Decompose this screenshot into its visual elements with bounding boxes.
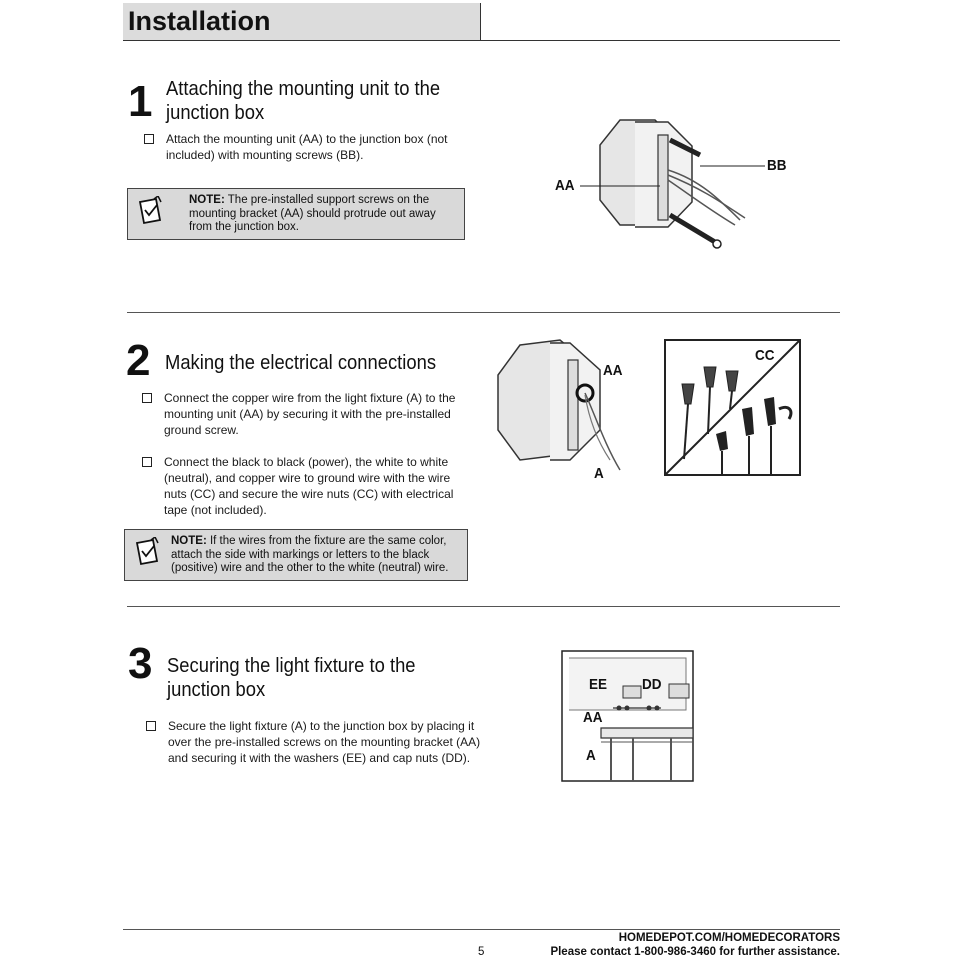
- bullet-text: Connect the copper wire from the light fixture (A) to the mounting unit (AA) by securing it with the pre-installed ground screw.: [164, 391, 456, 437]
- footer-rule: [123, 929, 840, 930]
- checkbox-icon[interactable]: [146, 721, 156, 731]
- label-dd: DD: [642, 676, 662, 693]
- label-bb: BB: [767, 157, 787, 174]
- footer-contact: Please contact 1-800-986-3460 for further assistance.: [550, 946, 840, 958]
- step-1-bullet: [144, 131, 464, 163]
- step-3-title: [167, 654, 416, 702]
- bullet-text: Connect the black to black (power), the white to white (neutral), and copper wire to ground wire with the wire nuts (CC) and secure the wire nuts (CC) with electrical tape (not included).: [164, 455, 454, 517]
- label-ee: EE: [589, 676, 608, 693]
- step-3-figure: [561, 650, 694, 782]
- step-2-figure-box: [490, 335, 640, 485]
- step-2-number: 2: [126, 336, 151, 385]
- step-3-bullet: [146, 718, 486, 766]
- footer-url: HOMEDEPOT.COM/HOMEDECORATORS: [618, 932, 840, 944]
- step-1-number: 1: [128, 77, 153, 126]
- checkbox-icon[interactable]: [142, 457, 152, 467]
- step-1-title-line1: Attaching the mounting unit to the: [166, 78, 441, 100]
- step-1-title: [166, 77, 440, 125]
- note-label: NOTE:: [171, 535, 207, 547]
- note-label: NOTE:: [189, 194, 225, 206]
- step-1-figure: [540, 110, 800, 260]
- divider-2: [127, 606, 840, 607]
- label-aa: AA: [583, 709, 603, 726]
- step-2-title: Making the electrical connections: [165, 352, 437, 374]
- label-a: A: [594, 465, 604, 482]
- step-2-wire-nut-figure: [664, 339, 801, 476]
- step-3-title-line1: Securing the light fixture to the: [167, 655, 416, 677]
- bullet-text: Secure the light fixture (A) to the junction box by placing it over the pre-installed screws on the mounting bracket (AA) and securing it with the washers (EE) and cap nuts (DD).: [168, 719, 481, 765]
- step-3-title-line2: junction box: [167, 679, 266, 701]
- label-aa: AA: [603, 362, 623, 379]
- checkbox-icon[interactable]: [144, 134, 154, 144]
- page-title: Installation: [128, 6, 271, 36]
- divider-1: [127, 312, 840, 313]
- checkbox-icon[interactable]: [142, 393, 152, 403]
- step-2-bullet-2: [142, 454, 472, 518]
- label-a: A: [586, 747, 596, 764]
- note-pad-icon: [133, 537, 161, 567]
- step-3-number: 3: [128, 639, 153, 688]
- header-rule: [123, 40, 840, 41]
- bullet-text: Attach the mounting unit (AA) to the junction box (not included) with mounting screws (BB).: [166, 132, 448, 162]
- page-number: 5: [478, 946, 485, 958]
- step-2-note: NOTE: If the wires from the fixture are the same color, attach the side with markings or letters to the black (positive) wire and the other to the white (neutral) wire.: [124, 529, 468, 581]
- note-pad-icon: [136, 196, 164, 226]
- label-aa: AA: [555, 177, 575, 194]
- step-1-note: NOTE: The pre-installed support screws on the mounting bracket (AA) should protrude out away from the junction box.: [127, 188, 465, 240]
- label-cc: CC: [755, 347, 775, 364]
- step-2-bullet-1: [142, 390, 472, 438]
- step-1-title-line2: junction box: [166, 102, 265, 124]
